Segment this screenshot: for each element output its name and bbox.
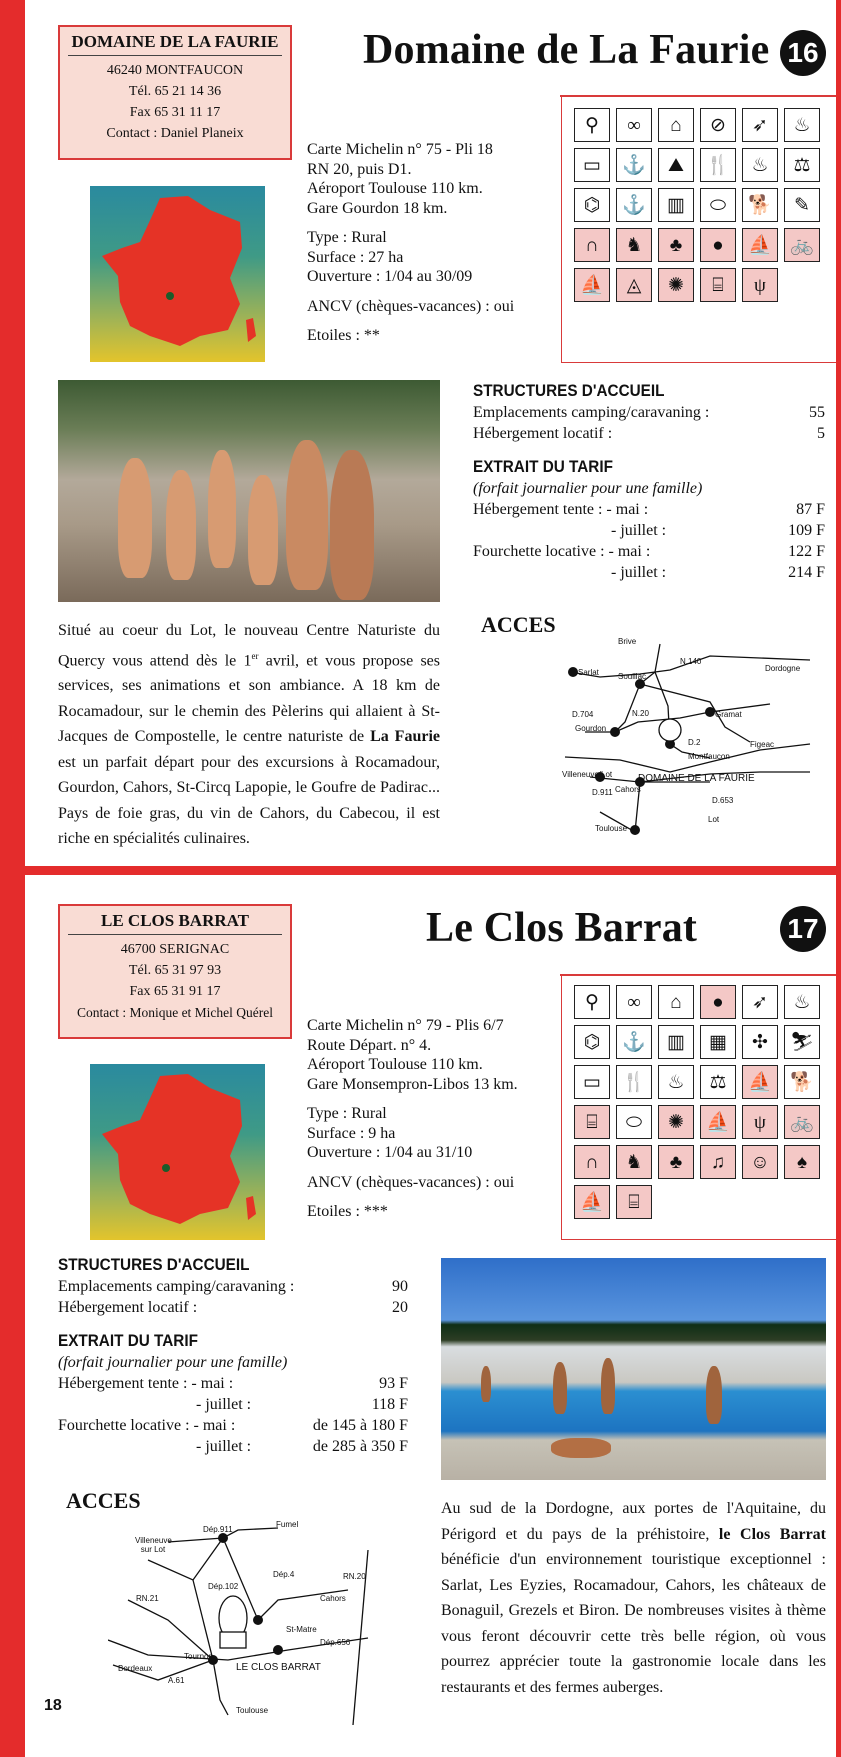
canoe-icon: ⛵ [742,228,778,262]
map-label: A.61 [168,1676,185,1685]
map-label: Souillac [618,672,647,681]
tarif-subtitle: (forfait journalier pour une famille) [473,480,703,497]
windmill-icon: ✣ [742,1025,778,1059]
structures-row: Emplacements camping/caravaning : 55 [473,404,825,421]
structures-accueil [58,1254,408,1457]
map-label: Villeneuve sur Lot [135,1536,172,1554]
map-label: Toulouse [595,824,628,833]
horse-head-icon: ♞ [616,1145,652,1179]
structures-heading: STRUCTURES D'ACCUEIL [473,381,665,400]
kitchen-icon: ♨ [742,148,778,182]
books-icon: ▥ [658,188,694,222]
film-icon: ▦ [700,1025,736,1059]
scale-icon: ⚖ [700,1065,736,1099]
amenity-icons [574,985,820,1219]
structures-accueil [473,380,825,583]
restaurant-icon: 🍴 [616,1065,652,1099]
section-divider [25,866,841,875]
tarif-row: Fourchette locative : - mai : 122 F [473,543,825,560]
map-label: Lot [708,815,720,824]
tennis-icon: ✎ [784,188,820,222]
scale-icon: ⚖ [784,148,820,182]
mountains-icon: ⛰ [658,148,694,182]
anchor-icon: ⚓ [616,188,652,222]
search-icon: ⚲ [574,985,610,1019]
map-label: Villeneuve/Lot [562,770,613,779]
barrel-icon: ⬭ [700,188,736,222]
page-number: 18 [44,1697,62,1714]
contact-name: LE CLOS BARRAT [68,910,282,935]
listing-number-badge: 16 [780,30,826,76]
tarif-row: - juillet : 109 F [611,522,825,539]
info-surface: Surface : 9 ha [307,1124,396,1142]
map-label: Cahors [615,785,641,794]
table-tennis-icon: ● [700,228,736,262]
map-label: N.20 [632,709,649,718]
barrel-icon: ⬭ [616,1105,652,1139]
map-label: LE CLOS BARRAT [236,1662,321,1673]
contact-box [58,904,292,1039]
reeds-icon: ψ [742,1105,778,1139]
info-block [307,1016,518,1222]
map-label: Sarlat [578,668,599,677]
cheese-icon: ◬ [616,268,652,302]
contact-person: Contact : Monique et Michel Quérel [76,1005,274,1020]
dog-icon: 🐕 [784,1065,820,1099]
info-station: Gare Monsempron-Libos 13 km. [307,1075,518,1093]
fishing-rod-icon: ⚓ [616,148,652,182]
nature-icon: ♠ [784,1145,820,1179]
map-label: Dordogne [765,664,801,673]
table-icon: ▭ [574,148,610,182]
cycling-icon: 🚲 [784,1105,820,1139]
map-label: DOMAINE DE LA FAURIE [638,773,755,784]
reeds-icon: ψ [742,268,778,302]
tarif-row: - juillet : 118 F [196,1396,408,1413]
info-opening: Ouverture : 1/04 au 30/09 [307,268,473,285]
search-icon: ⚲ [574,108,610,142]
map-label: Brive [618,637,637,646]
photo-pool [441,1258,826,1480]
tarif-heading: EXTRAIT DU TARIF [58,1331,198,1350]
map-label: Toulouse [236,1706,269,1715]
france-map-shape [90,1064,265,1240]
pool-view-icon: ⌂ [658,985,694,1019]
map-label: St-Matre [286,1625,317,1634]
flame-icon: ✺ [658,1105,694,1139]
france-map-shape [90,186,265,362]
tarif-subtitle: (forfait journalier pour une famille) [58,1354,288,1371]
horseshoe-icon: ∩ [574,1145,610,1179]
amenity-icons [574,108,820,302]
right-red-bar [836,0,841,1757]
contact-address: 46700 SERIGNAC [120,942,230,957]
map-label: Dép.4 [273,1570,295,1579]
restaurant-icon: 🍴 [700,148,736,182]
access-map [108,1510,398,1725]
structures-row: Hébergement locatif : 5 [473,425,825,442]
contact-address: 46240 MONTFAUCON [106,63,244,78]
left-red-bar [0,0,25,1757]
listing-title: Le Clos Barrat [426,905,698,951]
info-michelin: Carte Michelin n° 75 - Pli 18 [307,141,493,158]
canoe-icon: ⛵ [742,1065,778,1099]
table-tennis-icon: ● [700,985,736,1019]
info-type: Type : Rural [307,229,387,246]
info-stars: Etoiles : ** [307,327,380,344]
map-label: Gourdon [575,724,607,733]
access-heading: ACCES [66,1488,141,1513]
amenity-icons-frame [561,975,836,1240]
map-label: Montfaucon [688,752,730,761]
trees-icon: ♣ [658,1145,694,1179]
map-label: Tournon [184,1652,213,1661]
ski-icon: ⛷ [784,1025,820,1059]
france-map [90,186,265,362]
dog-icon: 🐕 [742,188,778,222]
description: Au sud de la Dordogne, aux portes de l'Aquitaine, du Périgord et du pays de la préhistoire, le Clos Barrat bénéficie d'un environnement touristique exceptionnel : Sarlat, Les Eyzies, Rocamadour, Cahors, les châteaux de Bonaguil, Grezels et Biron. De nombreuses visites à thème vous feront découvrir cette très belle région, où vous pourrez apprécier toute la gastronomie locale dans les restaurants et des fermes auberges. [441,1500,827,1696]
sauna-icon: ♨ [784,108,820,142]
theatre-icon: ☺ [742,1145,778,1179]
info-road: Route Départ. n° 4. [307,1036,432,1054]
map-label: D.911 [592,788,613,797]
map-label: Bordeaux [118,1664,153,1673]
grocery-icon: ⌸ [700,268,736,302]
info-block [307,140,514,346]
listing-title: Domaine de La Faurie [363,27,770,73]
contact-name: DOMAINE DE LA FAURIE [68,31,282,56]
windsurf-icon: ⛵ [574,1185,610,1219]
rings-icon: ∞ [616,108,652,142]
map-label: Fumel [276,1520,299,1529]
map-label: N.140 [680,657,702,666]
tarif-row: Hébergement tente : - mai : 93 F [58,1375,408,1392]
windsurf-icon: ⛵ [574,268,610,302]
info-road: RN 20, puis D1. [307,160,412,178]
map-label: Dép.656 [320,1638,351,1647]
shop-icon: ⌸ [616,1185,652,1219]
info-michelin: Carte Michelin n° 79 - Plis 6/7 [307,1017,504,1034]
grocery-icon: ⌸ [574,1105,610,1139]
map-label: Cahors [320,1594,346,1603]
table-icon: ▭ [574,1065,610,1099]
tarif-heading: EXTRAIT DU TARIF [473,457,613,476]
access-map [560,632,820,842]
pool-view-icon: ⌂ [658,108,694,142]
flame-icon: ✺ [658,268,694,302]
map-label: D.704 [572,710,594,719]
contact-person: Contact : Daniel Planeix [106,126,244,141]
info-type: Type : Rural [307,1105,387,1122]
map-label: RN.20 [343,1572,366,1581]
info-stars: Etoiles : *** [307,1203,388,1220]
horse-head-icon: ♞ [616,228,652,262]
map-label: Gramat [715,710,742,719]
contact-fax: Fax 65 31 91 17 [129,984,221,999]
horseshoe-icon: ∩ [574,228,610,262]
map-label: Dép.102 [208,1582,239,1591]
sailing-icon: ⛵ [700,1105,736,1139]
archery-icon: ➶ [742,108,778,142]
cycling-icon: 🚲 [784,228,820,262]
tarif-row: Fourchette locative : - mai : de 145 à 180 F [58,1417,408,1434]
contact-tel: Tél. 65 21 14 36 [128,84,222,99]
map-label: Figeac [750,740,775,749]
books-icon: ▥ [658,1025,694,1059]
info-airport: Aéroport Toulouse 110 km. [307,180,483,197]
laundry-icon: ⌬ [574,1025,610,1059]
info-airport: Aéroport Toulouse 110 km. [307,1056,483,1073]
amenity-icons-frame [561,96,836,363]
sauna-icon: ♨ [784,985,820,1019]
contact-fax: Fax 65 31 11 17 [129,105,221,120]
fishing-rod-icon: ⚓ [616,1025,652,1059]
map-label: D.653 [712,796,734,805]
info-opening: Ouverture : 1/04 au 31/10 [307,1144,473,1161]
kitchen-icon: ♨ [658,1065,694,1099]
map-label: D.2 [688,738,701,747]
trees-icon: ♣ [658,228,694,262]
access-heading: ACCES [481,612,556,637]
map-label: Dép.911 [203,1525,233,1534]
music-icon: ♫ [700,1145,736,1179]
france-map [90,1064,265,1240]
contact-box [58,25,292,160]
description: Situé au coeur du Lot, le nouveau Centre Naturiste du Quercy vous attend dès le 1er avril, et vous propose ses services, ses animations et son ambiance. A 18 km de Rocamadour, sur le chemin des Pèlerins qui allaient à St-Jacques de Compostelle, le centre naturiste de La Faurie est un parfait départ pour des excursions à Rocamadour, Gourdon, Cahors, St-Circq Lapopie, le Goufre de Padirac... Pays de foie gras, du vin de Cahors, du Cabecou, il est riche en spécialités culinaires. [58,622,440,848]
no-fishing-icon: ⊘ [700,108,736,142]
laundry-icon: ⌬ [574,188,610,222]
info-station: Gare Gourdon 18 km. [307,199,448,217]
structures-row: Hébergement locatif : 20 [58,1299,408,1316]
contact-tel: Tél. 65 31 97 93 [128,963,222,978]
listing-number-badge: 17 [780,906,826,952]
archery-icon: ➶ [742,985,778,1019]
rings-icon: ∞ [616,985,652,1019]
info-ancv: ANCV (chèques-vacances) : oui [307,1173,515,1191]
photo-naturist-group [58,380,440,602]
info-ancv: ANCV (chèques-vacances) : oui [307,297,515,315]
info-surface: Surface : 27 ha [307,248,404,266]
map-label: RN.21 [136,1594,159,1603]
tarif-row: - juillet : de 285 à 350 F [196,1438,408,1455]
structures-heading: STRUCTURES D'ACCUEIL [58,1255,250,1274]
tarif-row: - juillet : 214 F [611,564,825,581]
structures-row: Emplacements camping/caravaning : 90 [58,1278,408,1295]
tarif-row: Hébergement tente : - mai : 87 F [473,501,825,518]
